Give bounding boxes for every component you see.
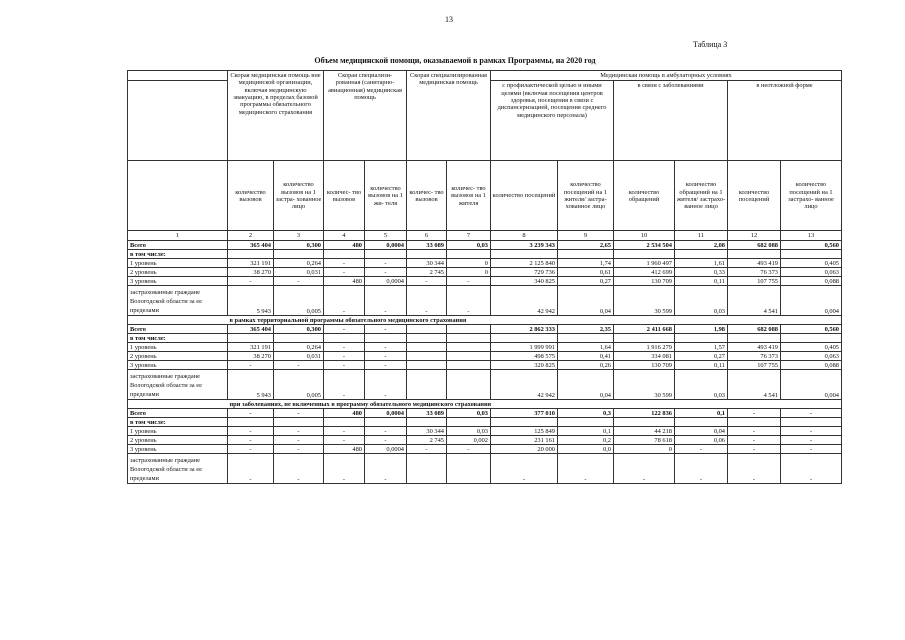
cell-col-11: 0,03 xyxy=(675,370,728,400)
cell-col-9: 0,1 xyxy=(558,427,614,436)
column-header-5: количество вызовов на 1 жи- теля xyxy=(365,161,407,231)
cell-col-10: 2 534 504 xyxy=(614,241,675,250)
column-header-11: количество обращений на 1 жителя/ застрахо- ванное лицо xyxy=(675,161,728,231)
cell-col-9: 2,65 xyxy=(558,241,614,250)
cell-col-10: 130 709 xyxy=(614,277,675,286)
column-header-13: количество посещений на 1 застрахо- ванное лицо xyxy=(781,161,842,231)
cell-col-12: - xyxy=(728,409,781,418)
cell-col-3 xyxy=(274,250,324,259)
cell-col-4: - xyxy=(324,370,365,400)
cell-col-2: 38 270 xyxy=(228,352,274,361)
section-label-blank xyxy=(128,316,228,325)
cell-col-4: 480 xyxy=(324,409,365,418)
cell-col-3: - xyxy=(274,445,324,454)
cell-col-7: 0 xyxy=(447,259,491,268)
column-header-12: количество посещений xyxy=(728,161,781,231)
cell-col-7 xyxy=(447,343,491,352)
cell-col-13 xyxy=(781,418,842,427)
cell-col-4: - xyxy=(324,427,365,436)
cell-col-5: 0,0004 xyxy=(365,241,407,250)
cell-col-13 xyxy=(781,250,842,259)
table-row xyxy=(128,277,842,286)
section-row xyxy=(128,400,842,409)
cell-col-11: 2,08 xyxy=(675,241,728,250)
cell-col-12: 682 088 xyxy=(728,325,781,334)
column-number-7: 7 xyxy=(447,231,491,241)
cell-col-6: - xyxy=(407,286,447,316)
cell-col-5: - xyxy=(365,325,407,334)
row-label: 1 уровень xyxy=(128,427,228,436)
cell-col-10: 30 599 xyxy=(614,370,675,400)
cell-col-3: - xyxy=(274,427,324,436)
cell-col-13: - xyxy=(781,409,842,418)
cell-col-7 xyxy=(447,250,491,259)
cell-col-2: - xyxy=(228,445,274,454)
cell-col-6: 30 344 xyxy=(407,259,447,268)
cell-col-10: - xyxy=(614,454,675,484)
cell-col-4: 480 xyxy=(324,445,365,454)
row-label: 1 уровень xyxy=(128,343,228,352)
cell-col-2: 5 943 xyxy=(228,370,274,400)
cell-col-11 xyxy=(675,418,728,427)
column-number-1: 1 xyxy=(128,231,228,241)
cell-col-10 xyxy=(614,250,675,259)
cell-col-13: 0,004 xyxy=(781,286,842,316)
cell-col-10: 334 081 xyxy=(614,352,675,361)
cell-col-11: 1,98 xyxy=(675,325,728,334)
table-row xyxy=(128,334,842,343)
table-row xyxy=(128,454,842,484)
cell-col-12: 493 419 xyxy=(728,259,781,268)
cell-col-8 xyxy=(491,418,558,427)
cell-col-2: - xyxy=(228,277,274,286)
cell-col-10: 30 599 xyxy=(614,286,675,316)
table-row xyxy=(128,343,842,352)
cell-col-10 xyxy=(614,418,675,427)
cell-col-11 xyxy=(675,334,728,343)
medical-volume-table xyxy=(127,70,842,484)
cell-col-11: 0,11 xyxy=(675,277,728,286)
column-number-4: 4 xyxy=(324,231,365,241)
row-label: 2 уровень xyxy=(128,352,228,361)
cell-col-6: - xyxy=(407,445,447,454)
row-label: 1 уровень xyxy=(128,259,228,268)
cell-col-5: - xyxy=(365,370,407,400)
cell-col-12: - xyxy=(728,445,781,454)
cell-col-7 xyxy=(447,352,491,361)
row-label: в том числе: xyxy=(128,334,228,343)
cell-col-3: - xyxy=(274,436,324,445)
cell-col-6: 2 745 xyxy=(407,436,447,445)
cell-col-11: 1,61 xyxy=(675,259,728,268)
cell-col-13 xyxy=(781,334,842,343)
cell-col-11: - xyxy=(675,454,728,484)
cell-col-4: 480 xyxy=(324,277,365,286)
cell-col-6 xyxy=(407,370,447,400)
header-group-specialized: Скорая специализированная медицинская помощь xyxy=(407,71,491,161)
cell-col-9: 2,35 xyxy=(558,325,614,334)
row-label: в том числе: xyxy=(128,250,228,259)
cell-col-13: 0,004 xyxy=(781,370,842,400)
cell-col-12: 493 419 xyxy=(728,343,781,352)
cell-col-2: - xyxy=(228,409,274,418)
cell-col-7 xyxy=(447,361,491,370)
cell-col-6: 30 344 xyxy=(407,427,447,436)
cell-col-8: 2 862 333 xyxy=(491,325,558,334)
cell-col-7: 0,03 xyxy=(447,409,491,418)
cell-col-2: 365 404 xyxy=(228,325,274,334)
table-row xyxy=(128,427,842,436)
table-row xyxy=(128,361,842,370)
cell-col-13: - xyxy=(781,436,842,445)
header-label-blank xyxy=(128,71,228,81)
cell-col-4: - xyxy=(324,286,365,316)
cell-col-13: 0,560 xyxy=(781,241,842,250)
column-header-6: количес- тво вызовов xyxy=(407,161,447,231)
cell-col-3: 0,300 xyxy=(274,241,324,250)
cell-col-12 xyxy=(728,334,781,343)
cell-col-12: 4 541 xyxy=(728,286,781,316)
cell-col-3: 0,031 xyxy=(274,268,324,277)
row-label: 3 уровень xyxy=(128,277,228,286)
cell-col-10: 1 960 497 xyxy=(614,259,675,268)
cell-col-8: 340 825 xyxy=(491,277,558,286)
cell-col-2: 365 404 xyxy=(228,241,274,250)
cell-col-13: 0,088 xyxy=(781,361,842,370)
cell-col-7 xyxy=(447,454,491,484)
cell-col-5: - xyxy=(365,436,407,445)
cell-col-3: - xyxy=(274,361,324,370)
cell-col-11: 0,03 xyxy=(675,286,728,316)
section-title: в рамках территориальной программы обязательного медицинского страхования xyxy=(228,316,842,325)
cell-col-2 xyxy=(228,418,274,427)
cell-col-3 xyxy=(274,418,324,427)
cell-col-11: 0,11 xyxy=(675,361,728,370)
table-row xyxy=(128,268,842,277)
cell-col-10: 412 699 xyxy=(614,268,675,277)
cell-col-8 xyxy=(491,250,558,259)
table-row xyxy=(128,259,842,268)
cell-col-11 xyxy=(675,250,728,259)
header-sub-diseases: в связи с заболеваниями xyxy=(614,81,728,161)
cell-col-2: - xyxy=(228,427,274,436)
column-number-11: 11 xyxy=(675,231,728,241)
cell-col-8: 1 999 991 xyxy=(491,343,558,352)
row-label: застрахованные граждане Вологодской области за ее пределами xyxy=(128,370,228,400)
cell-col-8: - xyxy=(491,454,558,484)
cell-col-6 xyxy=(407,352,447,361)
header-label-column xyxy=(128,161,228,231)
cell-col-5: 0,0004 xyxy=(365,409,407,418)
column-number-13: 13 xyxy=(781,231,842,241)
cell-col-3: 0,031 xyxy=(274,352,324,361)
cell-col-8: 20 000 xyxy=(491,445,558,454)
table-row xyxy=(128,418,842,427)
cell-col-13: 0,088 xyxy=(781,277,842,286)
section-label-blank xyxy=(128,400,228,409)
cell-col-5: - xyxy=(365,361,407,370)
table-row xyxy=(128,409,842,418)
cell-col-9: 0,61 xyxy=(558,268,614,277)
cell-col-5 xyxy=(365,418,407,427)
cell-col-8: 498 575 xyxy=(491,352,558,361)
cell-col-11: - xyxy=(675,445,728,454)
cell-col-3: - xyxy=(274,277,324,286)
column-header-9: количество посещений на 1 жителя/ застра- хованное лицо xyxy=(558,161,614,231)
header-group-emergency: Скорая медицинская помощь вне медицинской организации, включая медицинскую эвакуацию, в пределах базовой программы обязательного медицинского страхования xyxy=(228,71,324,161)
cell-col-9: 0,26 xyxy=(558,361,614,370)
cell-col-9: 0,41 xyxy=(558,352,614,361)
column-number-6: 6 xyxy=(407,231,447,241)
cell-col-8: 125 849 xyxy=(491,427,558,436)
cell-col-9: 0,04 xyxy=(558,286,614,316)
cell-col-4: - xyxy=(324,361,365,370)
cell-col-3: 0,300 xyxy=(274,325,324,334)
cell-col-12: - xyxy=(728,454,781,484)
cell-col-3: 0,264 xyxy=(274,343,324,352)
cell-col-8: 377 010 xyxy=(491,409,558,418)
header-sub-prophylactic: с профилактической целью и иными целями (включая посещения центров здоровья, посещения в связи с диспансеризацией, посещения среднего медицинского персонала) xyxy=(491,81,614,161)
column-number-12: 12 xyxy=(728,231,781,241)
column-number-9: 9 xyxy=(558,231,614,241)
cell-col-12: 76 373 xyxy=(728,352,781,361)
cell-col-9 xyxy=(558,418,614,427)
column-header-8: количество посещений xyxy=(491,161,558,231)
table-title: Объем медицинской помощи, оказываемой в рамках Программы, на 2020 год xyxy=(314,56,596,65)
cell-col-8: 320 825 xyxy=(491,361,558,370)
cell-col-2: 321 191 xyxy=(228,343,274,352)
cell-col-6: - xyxy=(407,277,447,286)
cell-col-3: - xyxy=(274,454,324,484)
row-label: 2 уровень xyxy=(128,268,228,277)
header-group-air-ambulance: Скорая специализи- рованная (санитарно- авиационная) медицинская помощь xyxy=(324,71,407,161)
row-label: в том числе: xyxy=(128,418,228,427)
column-number-10: 10 xyxy=(614,231,675,241)
cell-col-6: 2 745 xyxy=(407,268,447,277)
row-label: 3 уровень xyxy=(128,445,228,454)
cell-col-5: - xyxy=(365,259,407,268)
cell-col-7: - xyxy=(447,277,491,286)
cell-col-4: - xyxy=(324,352,365,361)
cell-col-3: 0,264 xyxy=(274,259,324,268)
table-row xyxy=(128,445,842,454)
cell-col-5: - xyxy=(365,352,407,361)
cell-col-9 xyxy=(558,334,614,343)
cell-col-5: 0,0004 xyxy=(365,277,407,286)
cell-col-9: 1,64 xyxy=(558,343,614,352)
table-label: Таблица 3 xyxy=(693,40,728,49)
cell-col-6 xyxy=(407,250,447,259)
cell-col-6 xyxy=(407,325,447,334)
cell-col-4: 480 xyxy=(324,241,365,250)
cell-col-6 xyxy=(407,361,447,370)
cell-col-7 xyxy=(447,418,491,427)
cell-col-7 xyxy=(447,325,491,334)
cell-col-6: 33 089 xyxy=(407,409,447,418)
cell-col-9: 1,74 xyxy=(558,259,614,268)
column-number-3: 3 xyxy=(274,231,324,241)
table-row xyxy=(128,241,842,250)
cell-col-10: 2 411 668 xyxy=(614,325,675,334)
table-row xyxy=(128,250,842,259)
cell-col-11: 0,33 xyxy=(675,268,728,277)
cell-col-7 xyxy=(447,370,491,400)
cell-col-6 xyxy=(407,418,447,427)
cell-col-4: - xyxy=(324,325,365,334)
cell-col-4: - xyxy=(324,343,365,352)
cell-col-12: 76 373 xyxy=(728,268,781,277)
cell-col-9: 0,27 xyxy=(558,277,614,286)
cell-col-13: - xyxy=(781,427,842,436)
cell-col-13: - xyxy=(781,454,842,484)
cell-col-8 xyxy=(491,334,558,343)
cell-col-12: 4 541 xyxy=(728,370,781,400)
cell-col-11: 0,27 xyxy=(675,352,728,361)
cell-col-4: - xyxy=(324,268,365,277)
cell-col-12: 107 755 xyxy=(728,361,781,370)
cell-col-6 xyxy=(407,334,447,343)
table-row xyxy=(128,436,842,445)
column-header-7: количес- тво вызовов на 1 жителя xyxy=(447,161,491,231)
cell-col-4 xyxy=(324,418,365,427)
column-header-10: количество обращений xyxy=(614,161,675,231)
cell-col-9: 0,2 xyxy=(558,436,614,445)
row-label: Всего xyxy=(128,241,228,250)
header-label-blank xyxy=(128,81,228,161)
cell-col-5: 0,0004 xyxy=(365,445,407,454)
cell-col-7: 0,03 xyxy=(447,241,491,250)
cell-col-6 xyxy=(407,454,447,484)
cell-col-2: 321 191 xyxy=(228,259,274,268)
cell-col-12: 107 755 xyxy=(728,277,781,286)
cell-col-2 xyxy=(228,334,274,343)
column-header-2: количество вызовов xyxy=(228,161,274,231)
cell-col-10: 1 916 279 xyxy=(614,343,675,352)
cell-col-8: 3 239 343 xyxy=(491,241,558,250)
column-number-2: 2 xyxy=(228,231,274,241)
column-header-3: количество вызовов на 1 застра- хованное лицо xyxy=(274,161,324,231)
cell-col-4: - xyxy=(324,454,365,484)
cell-col-5: - xyxy=(365,454,407,484)
cell-col-7: 0,03 xyxy=(447,427,491,436)
page-number: 13 xyxy=(445,15,453,24)
cell-col-8: 231 161 xyxy=(491,436,558,445)
cell-col-8: 42 942 xyxy=(491,286,558,316)
cell-col-7: - xyxy=(447,286,491,316)
table-row xyxy=(128,370,842,400)
column-number-8: 8 xyxy=(491,231,558,241)
cell-col-3: - xyxy=(274,409,324,418)
header-group-outpatient: Медицинская помощь в амбулаторных условиях xyxy=(491,71,842,81)
cell-col-9: - xyxy=(558,454,614,484)
cell-col-9: 0,3 xyxy=(558,409,614,418)
cell-col-9 xyxy=(558,250,614,259)
cell-col-4: - xyxy=(324,259,365,268)
section-title: при заболеваниях, не включенных в программу обязательного медицинского страхования xyxy=(228,400,842,409)
cell-col-13: 0,405 xyxy=(781,343,842,352)
cell-col-11: 0,04 xyxy=(675,427,728,436)
cell-col-5 xyxy=(365,334,407,343)
cell-col-10: 0 xyxy=(614,445,675,454)
cell-col-13: 0,063 xyxy=(781,268,842,277)
cell-col-9: 0,0 xyxy=(558,445,614,454)
cell-col-8: 729 736 xyxy=(491,268,558,277)
cell-col-2 xyxy=(228,250,274,259)
table-row xyxy=(128,325,842,334)
cell-col-4: - xyxy=(324,436,365,445)
cell-col-6 xyxy=(407,343,447,352)
cell-col-13: 0,063 xyxy=(781,352,842,361)
cell-col-7: 0 xyxy=(447,268,491,277)
cell-col-12: - xyxy=(728,427,781,436)
cell-col-2: - xyxy=(228,454,274,484)
cell-col-13: 0,405 xyxy=(781,259,842,268)
cell-col-12 xyxy=(728,250,781,259)
cell-col-10: 78 618 xyxy=(614,436,675,445)
cell-col-2: 5 943 xyxy=(228,286,274,316)
row-label: застрахованные граждане Вологодской области за ее пределами xyxy=(128,454,228,484)
cell-col-9: 0,04 xyxy=(558,370,614,400)
cell-col-4 xyxy=(324,250,365,259)
cell-col-7: - xyxy=(447,445,491,454)
cell-col-5: - xyxy=(365,268,407,277)
row-label: Всего xyxy=(128,409,228,418)
cell-col-12: - xyxy=(728,436,781,445)
cell-col-5: - xyxy=(365,286,407,316)
cell-col-2: - xyxy=(228,361,274,370)
table-row xyxy=(128,352,842,361)
section-row xyxy=(128,316,842,325)
cell-col-10: 122 836 xyxy=(614,409,675,418)
row-label: 2 уровень xyxy=(128,436,228,445)
cell-col-2: 38 270 xyxy=(228,268,274,277)
cell-col-11: 0,1 xyxy=(675,409,728,418)
cell-col-13: 0,560 xyxy=(781,325,842,334)
cell-col-10 xyxy=(614,334,675,343)
cell-col-2: - xyxy=(228,436,274,445)
cell-col-7 xyxy=(447,334,491,343)
cell-col-6: 33 089 xyxy=(407,241,447,250)
cell-col-3: 0,005 xyxy=(274,370,324,400)
cell-col-10: 44 218 xyxy=(614,427,675,436)
cell-col-10: 130 709 xyxy=(614,361,675,370)
cell-col-13: - xyxy=(781,445,842,454)
cell-col-11: 1,57 xyxy=(675,343,728,352)
column-number-5: 5 xyxy=(365,231,407,241)
header-sub-urgent: в неотложной форме xyxy=(728,81,842,161)
cell-col-8: 2 125 840 xyxy=(491,259,558,268)
table-row xyxy=(128,286,842,316)
cell-col-4 xyxy=(324,334,365,343)
cell-col-5: - xyxy=(365,343,407,352)
cell-col-3 xyxy=(274,334,324,343)
cell-col-8: 42 942 xyxy=(491,370,558,400)
cell-col-11: 0,06 xyxy=(675,436,728,445)
cell-col-7: 0,002 xyxy=(447,436,491,445)
row-label: Всего xyxy=(128,325,228,334)
cell-col-5: - xyxy=(365,427,407,436)
row-label: 3 уровень xyxy=(128,361,228,370)
cell-col-12: 682 088 xyxy=(728,241,781,250)
cell-col-5 xyxy=(365,250,407,259)
column-header-4: количес- тво вызовов xyxy=(324,161,365,231)
row-label: застрахованные граждане Вологодской области за ее пределами xyxy=(128,286,228,316)
cell-col-12 xyxy=(728,418,781,427)
cell-col-3: 0,005 xyxy=(274,286,324,316)
